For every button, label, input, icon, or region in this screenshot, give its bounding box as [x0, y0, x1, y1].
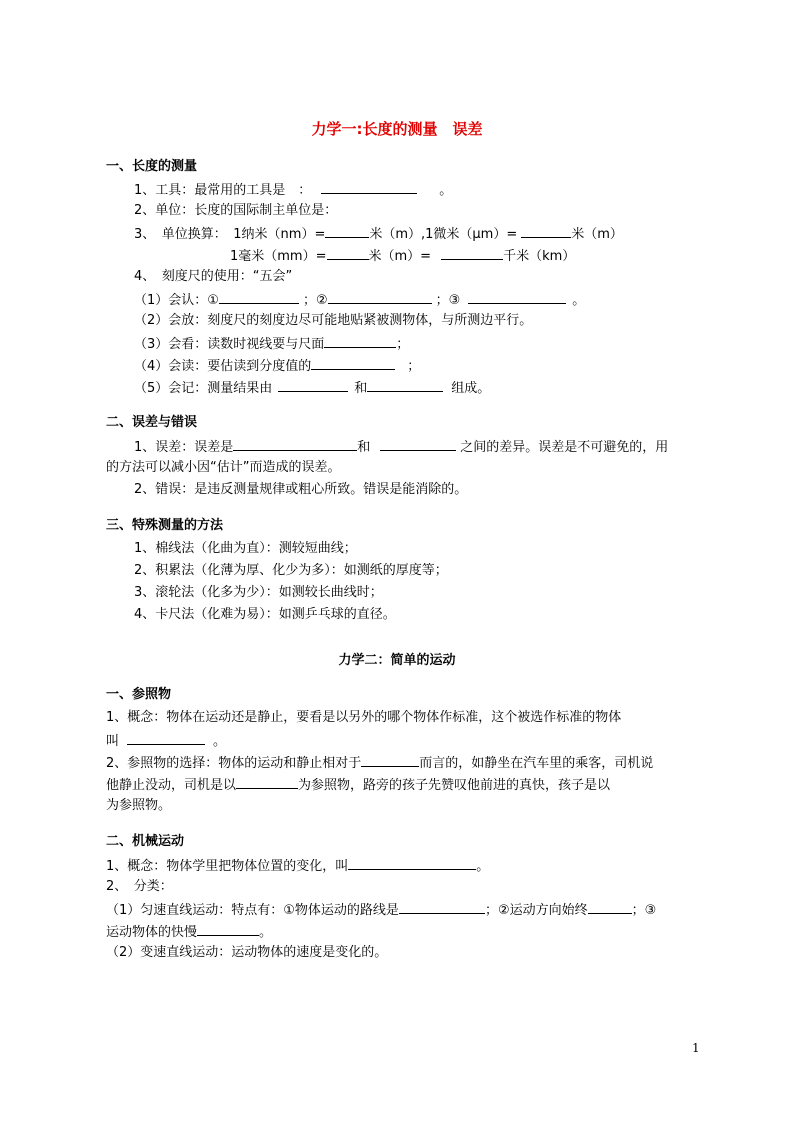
place-line: （2）会放：刻度尺的刻度边尽可能地贴紧被测物体，与所测边平行。 — [134, 313, 533, 328]
blank — [328, 290, 432, 304]
section-heading-reference-object: 一、参照物 — [106, 687, 172, 702]
section-heading-error: 二、误差与错误 — [106, 415, 198, 430]
text: ；③ — [435, 293, 461, 308]
text: （1）匀速直线运动：特点有：①物体运动的路线是 — [106, 903, 399, 918]
text: ； — [396, 337, 410, 352]
variable-motion-line: （2）变速直线运动：运动物体的速度是变化的。 — [106, 945, 388, 960]
blank — [327, 246, 369, 260]
text: 。 — [476, 859, 490, 874]
text: ；②运动方向始终 — [484, 903, 588, 918]
section-title-motion: 力学二：简单的运动 — [338, 653, 456, 668]
text: 。 — [213, 734, 227, 749]
text: ； — [407, 359, 421, 374]
list-item: 2、积累法（化薄为厚、化少为多）：如测纸的厚度等； — [134, 563, 448, 578]
unit-line: 2、单位：长度的国际制主单位是： — [134, 203, 338, 218]
blank — [233, 437, 357, 451]
text: 1、工具：最常用的工具是 ： — [134, 183, 312, 198]
page-title: 力学一:长度的测量 误差 — [311, 120, 483, 138]
text: 组成。 — [451, 381, 491, 396]
text: （1）会认：① — [134, 293, 219, 308]
blank — [521, 224, 571, 238]
reference-choice-line — [106, 753, 653, 773]
text: 1、误差：误差是 — [134, 440, 234, 455]
blank — [278, 378, 348, 392]
text: 米（m）= — [368, 249, 432, 264]
reference-concept-line: 1、概念：物体在运动还是静止，要看是以另外的哪个物体作标准，这个被选作标准的物体 — [106, 710, 622, 725]
error-definition-line — [134, 437, 668, 457]
section-heading-length-measurement: 一、长度的测量 — [106, 159, 198, 174]
text: 运动物体的快慢 — [106, 925, 198, 940]
text: 为参照物，路旁的孩子先赞叹他前进的真快，孩子是以 — [298, 778, 611, 793]
unit-conversion-line-2 — [230, 246, 575, 266]
uniform-motion-line-2 — [106, 922, 272, 942]
text: 之间的差异。误差是不可避免的，用 — [460, 440, 669, 455]
blank — [236, 775, 298, 789]
reference-choice-line-2 — [106, 775, 610, 795]
blank — [441, 246, 503, 260]
text: 他静止没动，司机是以 — [106, 778, 237, 793]
ruler-usage-line: 4、 刻度尺的使用：“五会” — [134, 269, 293, 284]
list-item: 3、滚轮法（化多为少）：如测较长曲线时； — [134, 585, 383, 600]
blank — [399, 900, 485, 914]
text: （4）会读：要估读到分度值的 — [134, 359, 312, 374]
text: 1、概念：物体学里把物体位置的变化，叫 — [106, 859, 349, 874]
text: 米（m）,1微米（μm）= — [369, 227, 518, 242]
view-line — [134, 334, 409, 354]
text: 1毫米（mm）= — [230, 249, 327, 264]
text: 千米（km） — [503, 249, 576, 264]
text: ；② — [302, 293, 328, 308]
record-line — [134, 378, 490, 398]
reference-concept-line-2 — [106, 731, 226, 751]
blank — [219, 290, 299, 304]
tool-line — [134, 180, 452, 200]
blank — [361, 753, 419, 767]
section-heading-mechanical-motion: 二、机械运动 — [106, 834, 185, 849]
unit-conversion-line-1 — [134, 224, 623, 244]
recognize-line — [134, 290, 585, 310]
text: 和 — [357, 440, 371, 455]
error-definition-line-2: 的方法可以减小因“估计”而造成的误差。 — [106, 460, 341, 475]
blank — [588, 900, 632, 914]
motion-concept-line — [106, 856, 489, 876]
text: 2、参照物的选择：物体的运动和静止相对于 — [106, 756, 362, 771]
page-number: 1 — [692, 1041, 700, 1055]
blank — [311, 356, 395, 370]
uniform-motion-line — [106, 900, 656, 920]
text: （5）会记：测量结果由 — [134, 381, 273, 396]
blank — [367, 378, 443, 392]
blank — [324, 334, 396, 348]
text: 米（m） — [571, 227, 623, 242]
blank — [321, 180, 417, 194]
mistake-line: 2、错误：是违反测量规律或粗心所致。错误是能消除的。 — [134, 482, 468, 497]
list-item: 4、卡尺法（化难为易）：如测乒乓球的直径。 — [134, 607, 396, 622]
text: 和 — [354, 381, 368, 396]
classification-line: 2、 分类： — [106, 879, 173, 894]
blank — [325, 224, 369, 238]
reference-choice-line-3: 为参照物。 — [106, 798, 172, 813]
blank — [380, 437, 456, 451]
text: 。 — [572, 293, 586, 308]
blank — [127, 731, 205, 745]
text: （3）会看：读数时视线要与尺面 — [134, 337, 325, 352]
text: ；③ — [631, 903, 657, 918]
text: 而言的，如静坐在汽车里的乘客，司机说 — [419, 756, 654, 771]
text: 叫 — [106, 734, 120, 749]
blank — [197, 922, 259, 936]
read-line — [134, 356, 420, 376]
list-item: 1、棉线法（化曲为直）：测较短曲线； — [134, 541, 357, 556]
text: 。 — [259, 925, 273, 940]
text: 3、 单位换算： 1纳米（nm）= — [134, 227, 326, 242]
text: 。 — [439, 183, 453, 198]
blank — [468, 290, 566, 304]
section-heading-special-methods: 三、特殊测量的方法 — [106, 518, 224, 533]
blank — [348, 856, 476, 870]
